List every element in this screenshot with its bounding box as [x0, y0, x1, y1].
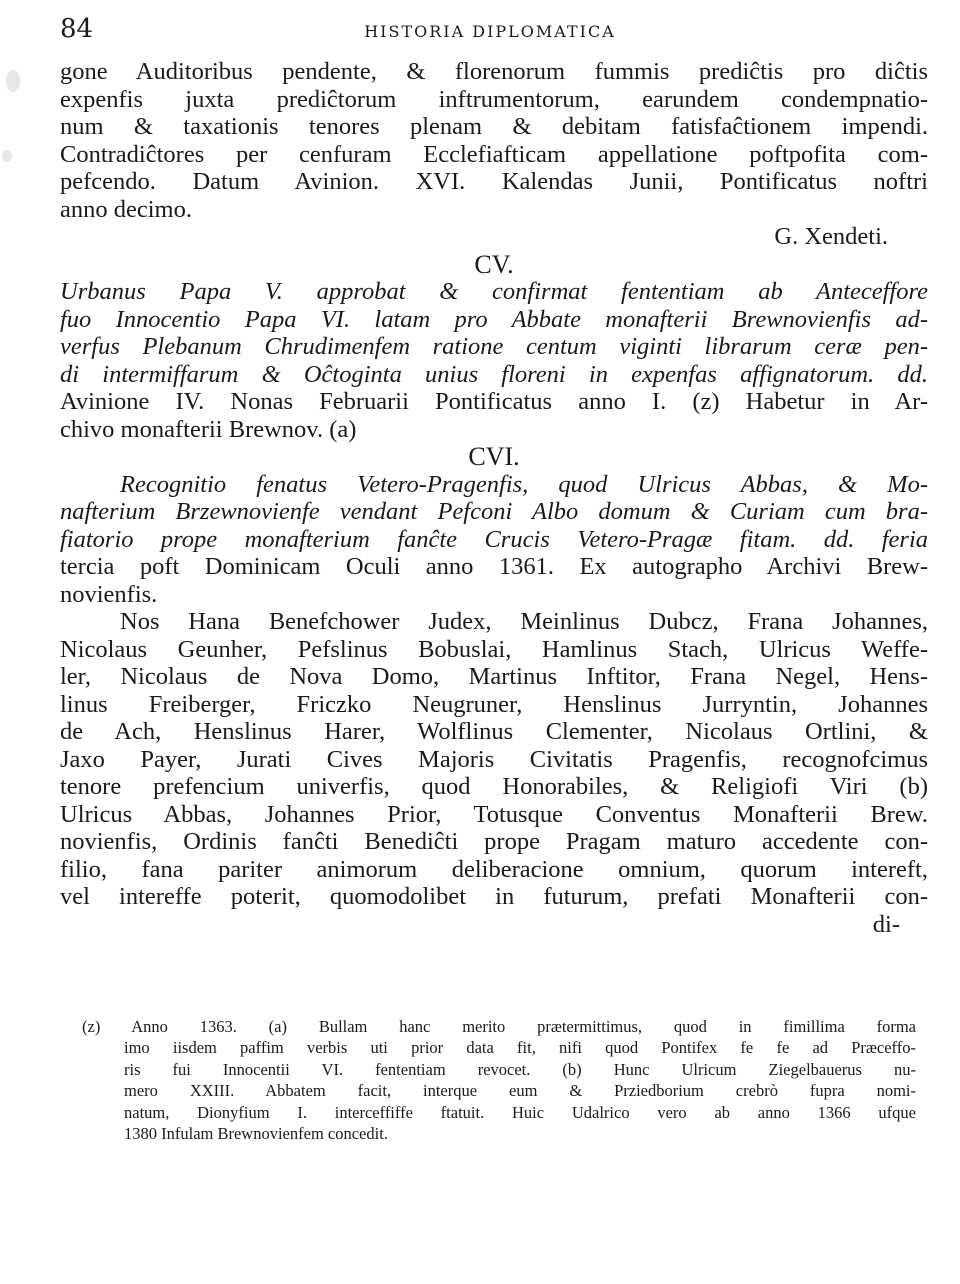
footnote-line: imo iisdem paffim verbis uti prior data fit, nifi quod Pontifex fe fe ad Præceffo-	[124, 1038, 916, 1058]
text-line: num & taxationis tenores plenam & debitam fatisfaĉtionem impendi.	[60, 113, 928, 140]
catchword: di-	[872, 910, 900, 938]
text-line: novienfis, Ordinis fanĉti Benediĉti prope Pragam maturo accedente con-	[60, 828, 928, 855]
text-line: linus Freiberger, Friczko Neugruner, Henslinus Jurryntin, Johannes	[60, 690, 928, 718]
rubric-line: Urbanus Papa V. approbat & confirmat fententiam ab Anteceffore	[60, 278, 928, 305]
footnote-line: ris fui Innocentii VI. fententiam revocet. (b) Hunc Ulricum Ziegelbauerus nu-	[124, 1059, 916, 1079]
rubric-line: nafterium Brzewnovienfe vendant Pefconi Albo domum & Curiam cum bra-	[60, 498, 928, 525]
running-head: HISTORIA DIPLOMATICA	[364, 22, 616, 41]
footnotes	[82, 1016, 916, 1144]
text-line: Jaxo Payer, Jurati Cives Majoris Civitatis Pragenfis, recognofcimus	[60, 745, 928, 773]
text-line: ler, Nicolaus de Nova Domo, Martinus Inftitor, Frana Negel, Hens-	[60, 663, 928, 690]
text-line: gone Auditoribus pendente, & florenorum fummis prediĉtis pro diĉtis	[60, 58, 928, 85]
scan-blemish	[2, 150, 12, 162]
text-line: Nicolaus Geunher, Pefslinus Bobuslai, Hamlinus Stach, Ulricus Weffe-	[60, 635, 928, 663]
section-number: CV.	[474, 250, 514, 278]
text-line: chivo monafterii Brewnov. (a)	[60, 415, 357, 443]
main-text	[60, 58, 928, 938]
rubric-line: di intermiffarum & Oĉtoginta unius floreni in expenfas affignatorum. dd.	[60, 360, 928, 388]
signature-line: G. Xendeti.	[774, 223, 888, 250]
footnote-line: mero XXIII. Abbatem facit, interque eum & Prziedborium crebrò fupra nomi-	[124, 1081, 916, 1101]
page-number: 84	[60, 14, 94, 44]
footnote-line: (z) Anno 1363. (a) Bullam hanc merito prætermittimus, quod in fimillima forma	[82, 1017, 916, 1036]
section-number: CVI.	[468, 443, 520, 471]
text-line: Contradiĉtores per cenfuram Ecclefiafticam appellatione poftpofita com-	[60, 140, 928, 168]
footnote-line: 1380 Infulam Brewnovienfem concedit.	[124, 1124, 388, 1144]
text-line: Ulricus Abbas, Johannes Prior, Totusque Conventus Monafterii Brew.	[60, 800, 928, 828]
rubric-line: fiatorio prope monafterium fanĉte Crucis Vetero-Pragæ fitam. dd. feria	[60, 525, 928, 553]
text-line: de Ach, Henslinus Harer, Wolflinus Clementer, Nicolaus Ortlini, &	[60, 718, 928, 745]
text-line: vel intereffe poterit, quomodolibet in futurum, prefati Monafterii con-	[60, 883, 928, 910]
page-header	[60, 14, 920, 54]
text-line: pefcendo. Datum Avinion. XVI. Kalendas Junii, Pontificatus noftri	[60, 168, 928, 195]
text-line: filio, fana pariter animorum deliberacione omnium, quorum intereft,	[60, 855, 928, 883]
text-line: novienfis.	[60, 580, 158, 608]
text-line: tercia poft Dominicam Oculi anno 1361. Ex autographo Archivi Brew-	[60, 553, 928, 580]
footnote-line: natum, Dionyfium I. interceffiffe ftatuit. Huic Udalrico vero ab anno 1366 ufque	[124, 1102, 916, 1122]
text-line: Nos Hana Benefchower Judex, Meinlinus Dubcz, Frana Johannes,	[120, 608, 928, 635]
rubric-line: Recognitio fenatus Vetero-Pragenfis, quod Ulricus Abbas, & Mo-	[120, 470, 928, 498]
text-line: tenore prefencium univerfis, quod Honorabiles, & Religiofi Viri (b)	[60, 773, 928, 800]
scan-blemish	[6, 70, 20, 92]
rubric-line: fuo Innocentio Papa VI. latam pro Abbate monafterii Brewnovienfis ad-	[60, 305, 928, 333]
text-line: expenfis juxta prediĉtorum inftrumentorum, earundem condempnatio-	[60, 85, 928, 113]
rubric-line: verfus Plebanum Chrudimenfem ratione centum viginti librarum ceræ pen-	[60, 333, 928, 360]
text-line: anno decimo.	[60, 195, 192, 223]
text-line: Avinione IV. Nonas Februarii Pontificatus anno I. (z) Habetur in Ar-	[60, 388, 928, 415]
